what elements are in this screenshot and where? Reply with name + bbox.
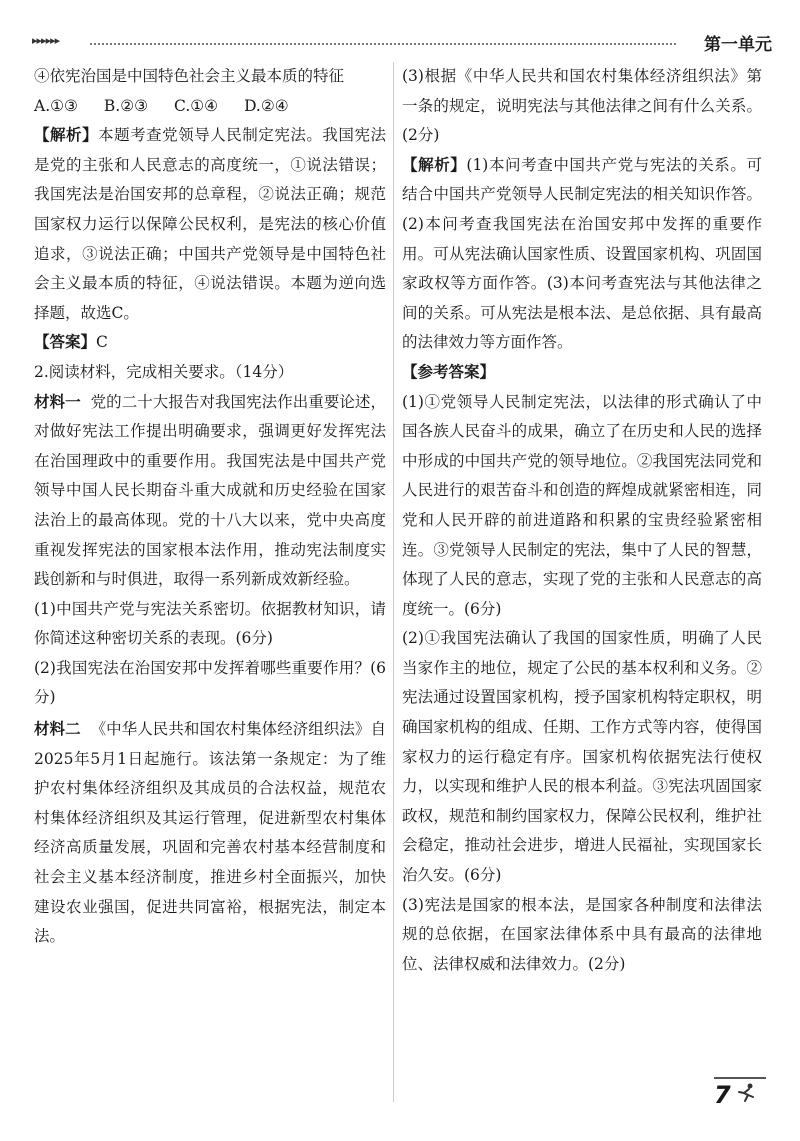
arrow-decoration-icon: ▸▸▸▸▸▸ bbox=[32, 34, 60, 47]
option-b: B.②③ bbox=[103, 96, 149, 115]
runner-icon bbox=[735, 1082, 757, 1108]
analysis-block-2 bbox=[402, 151, 762, 358]
question-2: 2.阅读材料，完成相关要求。（14分） bbox=[34, 362, 294, 381]
dotted-rule bbox=[90, 43, 676, 45]
material-2-tag: 材料二 bbox=[34, 720, 81, 739]
material-1 bbox=[34, 388, 386, 595]
column-divider bbox=[393, 62, 394, 1102]
answer-options bbox=[34, 92, 386, 122]
option-d: D.②④ bbox=[244, 96, 289, 115]
reference-answer-tag: 【参考答案】 bbox=[402, 362, 496, 381]
analysis-text-2: (1)本问考查中国共产党与宪法的关系。可结合中国共产党领导人民制定宪法的相关知识作答。(2)本问考查我国宪法在治国安邦中发挥的重要作用。可从宪法确认国家性质、设置国家机构、巩固国家政权等方面作答。(3)本问考查宪法与其他法律之间的关系。可从宪法是根本法、是总依据、具有最高的法律效力等方面作答。 bbox=[402, 155, 762, 352]
analysis-tag: 【解析】 bbox=[34, 126, 99, 145]
answer-tag: 【答案】 bbox=[34, 333, 97, 352]
option-a: A.①③ bbox=[34, 96, 78, 115]
answer-text: C bbox=[96, 333, 108, 352]
sub-question-2: (2)我国宪法在治国安邦中发挥着哪些重要作用？(6分) bbox=[34, 658, 386, 707]
sub-question-3: (3)根据《中华人民共和国农村集体经济组织法》第一条的规定，说明宪法与其他法律之间有什么关系。(2分) bbox=[402, 67, 762, 145]
right-column bbox=[402, 62, 762, 979]
sub-question-1: (1)中国共产党与宪法关系密切。依据教材知识，请你简述这种密切关系的表现。(6分) bbox=[34, 599, 386, 648]
section-title: 第一单元 bbox=[704, 35, 772, 55]
page-number: 7 bbox=[714, 1081, 731, 1109]
material-2 bbox=[34, 715, 386, 952]
page-number-badge bbox=[714, 1077, 766, 1111]
material-1-tag: 材料一 bbox=[34, 392, 81, 411]
reference-answer-1: (1)①党领导人民制定宪法，以法律的形式确认了中国各族人民奋斗的成果，确立了在历史和人民的选择中形成的中国共产党的领导地位。②我国宪法同党和人民进行的艰苦奋斗和创造的辉煌成就紧密相连，同党和人民开辟的前进道路和积累的宝贵经验紧密相连。③党领导人民制定的宪法，集中了人民的智慧，体现了人民的意志，实现了党的主张和人民意志的高度统一。(6分) bbox=[402, 392, 762, 618]
option-statement-4: ④依宪治国是中国特色社会主义最本质的特征 bbox=[34, 67, 345, 85]
left-column bbox=[34, 62, 386, 952]
analysis-block bbox=[34, 121, 386, 328]
page-header bbox=[32, 30, 772, 54]
reference-answer-3: (3)宪法是国家的根本法，是国家各种制度和法律法规的总依据，在国家法律体系中具有最高的法律地位、法律权威和法律效力。(2分) bbox=[402, 895, 762, 973]
material-1-text: 党的二十大报告对我国宪法作出重要论述，对做好宪法工作提出明确要求，强调更好发挥宪法在治国理政中的重要作用。我国宪法是中国共产党领导中国人民长期奋斗重大成就和历史经验在国家法治上的最高体现。党的十八大以来，党中央高度重视发挥宪法的国家根本法作用，推动宪法制度实践创新和与时俱进，取得一系列新成效新经验。 bbox=[34, 392, 386, 589]
option-c: C.①④ bbox=[174, 96, 219, 115]
material-2-text: 《中华人民共和国农村集体经济组织法》自2025年5月1日起施行。该法第一条规定：为了维护农村集体经济组织及其成员的合法权益，规范农村集体经济组织及其运行管理，促进新型农村集体经济高质量发展，巩固和完善农村基本经营制度和社会主义基本经济制度，推进乡村全面振兴，加快建设农业强国，促进共同富裕，根据宪法，制定本法。 bbox=[34, 720, 386, 946]
analysis-tag-2: 【解析】 bbox=[402, 155, 467, 174]
answer-block bbox=[34, 328, 386, 358]
analysis-text: 本题考查党领导人民制定宪法。我国宪法是党的主张和人民意志的高度统一，①说法错误；我国宪法是治国安邦的总章程，②说法正确；规范国家权力运行以保障公民权利，是宪法的核心价值追求，③说法正确；中国共产党领导是中国特色社会主义最本质的特征，④说法错误。本题为逆向选择题，故选C。 bbox=[34, 126, 386, 322]
reference-answer-2: (2)①我国宪法确认了我国的国家性质，明确了人民当家作主的地位，规定了公民的基本权利和义务。②宪法通过设置国家机构，授予国家机构特定职权，明确国家机构的组成、任期、工作方式等内容，使得国家权力的运行稳定有序。国家机构依据宪法行使权力，以实现和维护人民的根本利益。③宪法巩固国家政权，规范和制约国家权力，保障公民权利，维护社会稳定，推动社会进步，增进人民福祉，实现国家长治久安。(6分) bbox=[402, 629, 762, 885]
